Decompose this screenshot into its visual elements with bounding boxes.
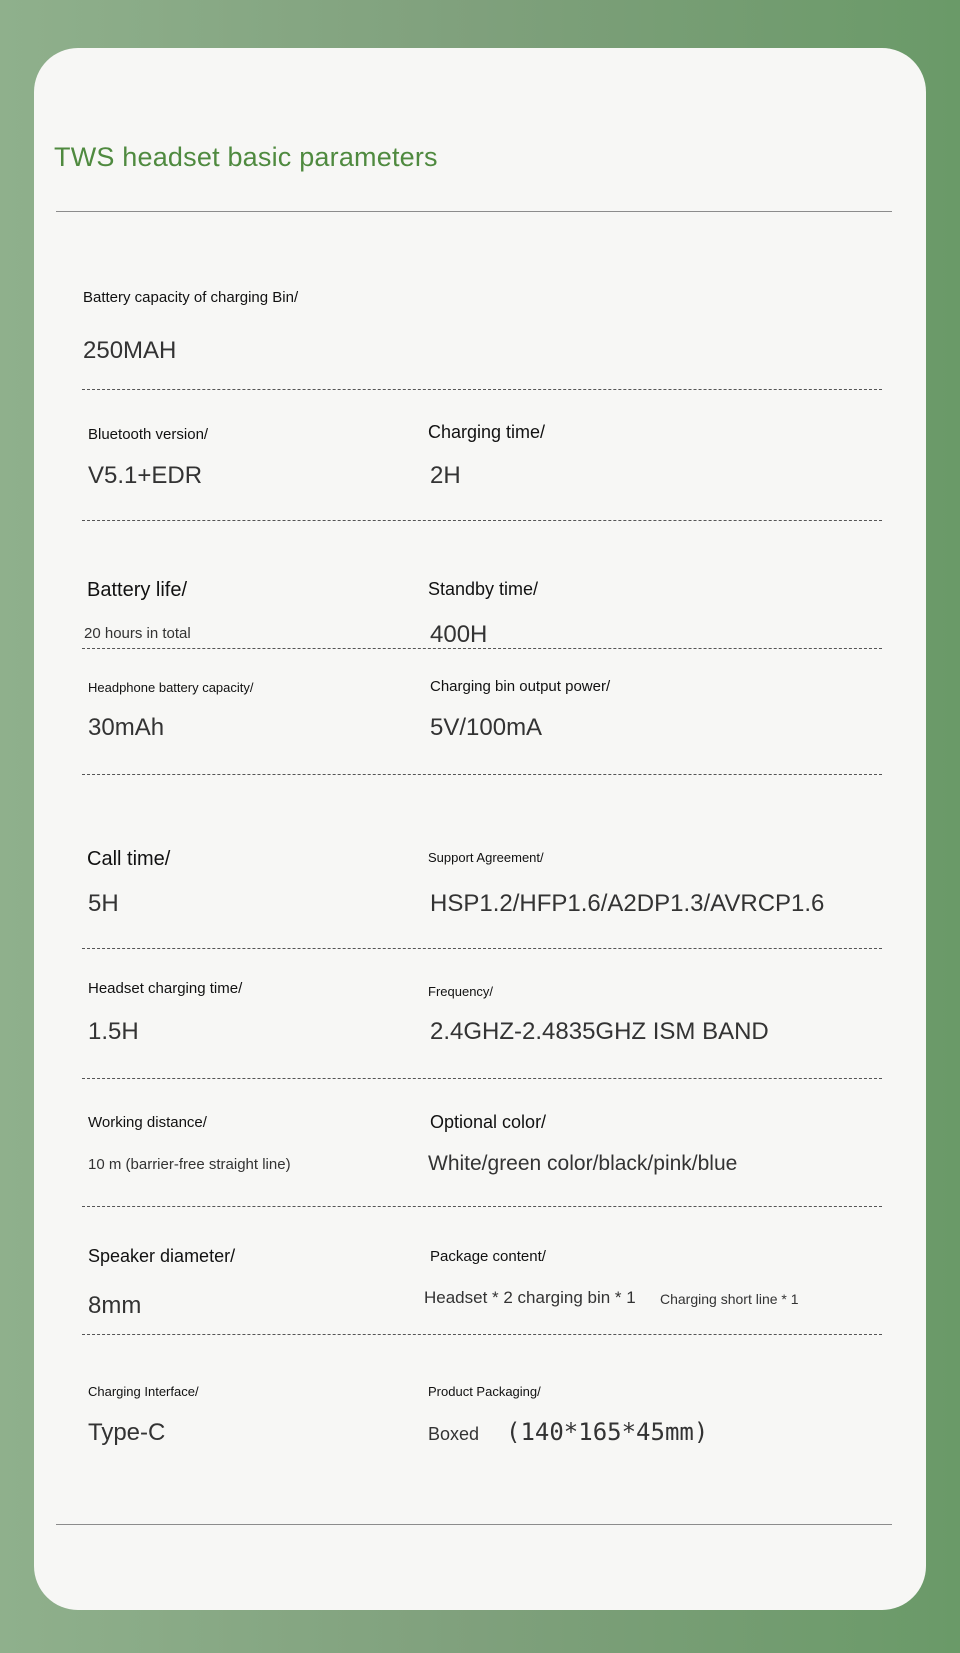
page-title: TWS headset basic parameters — [54, 142, 438, 172]
headset-charging-label: Headset charging time/ — [88, 980, 243, 997]
standby-value: 400H — [430, 621, 488, 648]
row-divider — [82, 1334, 882, 1335]
speaker-label: Speaker diameter/ — [88, 1246, 236, 1266]
bottom-divider — [56, 1524, 892, 1525]
color-label: Optional color/ — [430, 1112, 547, 1132]
packaging-dims: (140*165*45mm) — [506, 1418, 709, 1446]
distance-value: 10 m (barrier-free straight line) — [88, 1156, 291, 1173]
row-divider — [82, 1206, 882, 1207]
battery-life-label: Battery life/ — [87, 579, 188, 601]
interface-label: Charging Interface/ — [88, 1384, 199, 1399]
row-divider — [82, 520, 882, 521]
row-divider — [82, 774, 882, 775]
distance-label: Working distance/ — [88, 1114, 207, 1131]
packaging-label: Product Packaging/ — [428, 1384, 541, 1399]
package-label: Package content/ — [430, 1248, 546, 1265]
row-divider — [82, 948, 882, 949]
charging-time-value: 2H — [430, 462, 461, 489]
charging-time-label: Charging time/ — [428, 422, 546, 442]
package-extra: Charging short line * 1 — [660, 1291, 799, 1307]
battery-bin-label: Battery capacity of charging Bin/ — [83, 289, 299, 306]
row-divider — [82, 1078, 882, 1079]
support-label: Support Agreement/ — [428, 850, 544, 865]
bin-output-value: 5V/100mA — [430, 714, 543, 741]
speaker-value: 8mm — [88, 1292, 142, 1319]
bluetooth-value: V5.1+EDR — [88, 462, 203, 489]
frequency-value: 2.4GHZ-2.4835GHZ ISM BAND — [430, 1018, 769, 1045]
interface-value: Type-C — [88, 1419, 166, 1446]
support-value: HSP1.2/HFP1.6/A2DP1.3/AVRCP1.6 — [430, 890, 825, 917]
headset-charging-value: 1.5H — [88, 1018, 139, 1045]
headphone-battery-label: Headphone battery capacity/ — [88, 680, 254, 695]
row-divider — [82, 648, 882, 649]
color-value: White/green color/black/pink/blue — [428, 1152, 738, 1175]
call-time-label: Call time/ — [87, 848, 171, 870]
battery-life-value: 20 hours in total — [84, 625, 191, 642]
bin-output-label: Charging bin output power/ — [430, 678, 611, 695]
packaging-value: Boxed — [428, 1424, 480, 1444]
headphone-battery-value: 30mAh — [88, 714, 165, 741]
standby-label: Standby time/ — [428, 579, 539, 599]
row-divider — [82, 389, 882, 390]
frequency-label: Frequency/ — [428, 984, 494, 999]
package-value: Headset * 2 charging bin * 1 — [424, 1288, 636, 1307]
battery-bin-value: 250MAH — [83, 337, 177, 364]
parameters-card — [34, 48, 926, 1610]
call-time-value: 5H — [88, 890, 119, 917]
bluetooth-label: Bluetooth version/ — [88, 426, 209, 443]
top-divider — [56, 211, 892, 212]
